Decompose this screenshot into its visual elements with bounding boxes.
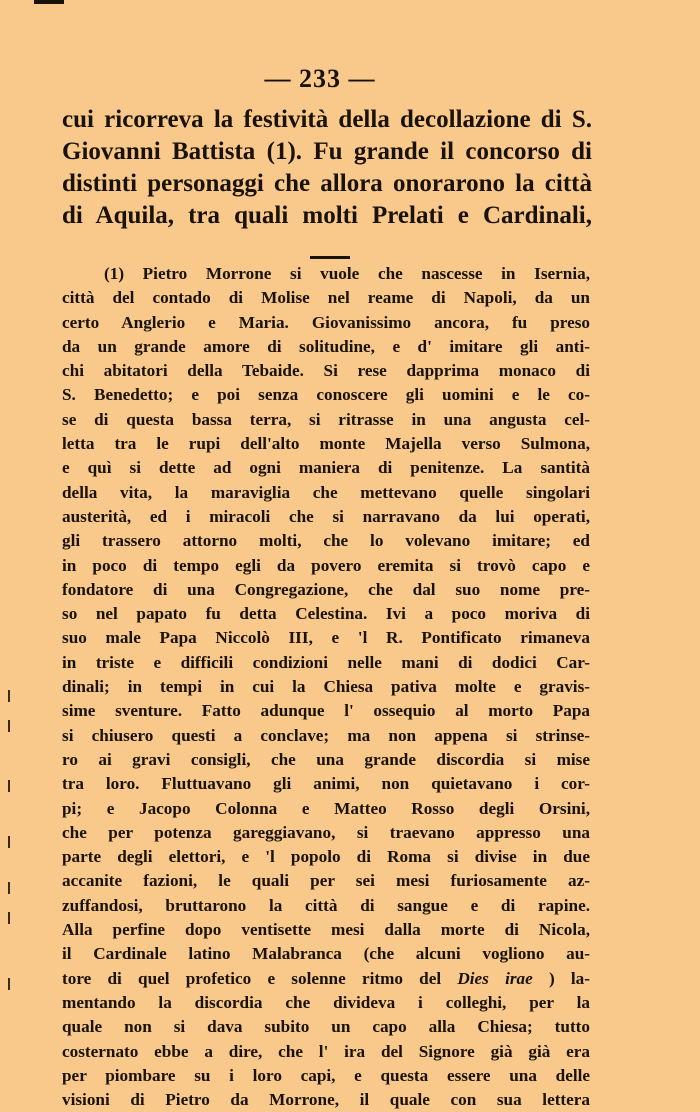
main-text-line: di Aquila, tra quali molti Prelati e Cardinali, [62,202,592,229]
corner-mark [34,0,64,4]
footnote-line: da un grande amore di solitudine, e d' imitare gli anti- [62,336,590,356]
margin-tick [8,882,10,894]
margin-tick [8,690,10,702]
footnote-line: il Cardinale latino Malabranca (che alcuni vogliono au- [62,944,590,964]
footnote-line: so nel papato fu detta Celestina. Ivi a poco moriva di [62,604,590,624]
footnote-line: (1) Pietro Morrone si vuole che nascesse in Isernia, [104,264,590,283]
footnote-line: pi; e Jacopo Colonna e Matteo Rosso degli Orsini, [62,798,590,818]
footnote-line: e quì si dette ad ogni maniera di penitenze. La santità [62,458,590,478]
footnote-line: visioni di Pietro da Morrone, il quale con sua lettera [62,1090,590,1110]
footnote-line-text: tore di quel profetico e solenne ritmo del [62,968,442,988]
footnote-line: parte degli elettori, e 'l popolo di Roma si divise in due [62,847,590,867]
footnote-line: se di questa bassa terra, si ritrasse in una angusta cel- [62,409,590,429]
footnote-line [62,967,590,991]
footnote-line-tail: ) la- [548,968,590,988]
main-text-line: distinti personaggi che allora onorarono la città [62,170,592,197]
margin-tick [8,836,10,848]
footnote-line: austerità, ed i miracoli che si narravano da lui operati, [62,506,590,526]
main-text-line: Giovanni Battista (1). Fu grande il concorso di [62,138,592,165]
footnote-line: chi abitatori della Tebaide. Si rese dapprima monaco di [62,361,590,381]
footnote-line: gli trassero attorno molti, che lo volevano imitare; ed [62,531,590,551]
footnote-line: fondatore di una Congregazione, che dal suo nome pre- [62,579,590,599]
footnote-line: S. Benedetto; e poi senza conoscere gli uomini e le co- [62,385,590,405]
page-number: — 233 — [264,64,376,93]
footnote-line: costernato ebbe a dire, che l' ira del Signore già già era [62,1041,590,1061]
italic-title: Dies irae [457,968,533,988]
margin-tick [8,780,10,792]
footnote-line: certo Anglerio e Maria. Giovanissimo ancora, fu preso [62,312,590,332]
footnote-line: della vita, la maraviglia che mettevano quelle singolari [62,482,590,502]
footnote-line: quale non si dava subito un capo alla Chiesa; tutto [62,1017,590,1037]
main-text [62,104,592,232]
footnote-line: in poco di tempo egli da povero eremita si trovò capo e [62,555,590,575]
footnote-line: Alla perfine dopo ventisette mesi dalla morte di Nicola, [62,920,590,940]
footnote-line: ro ai gravi consigli, che una grande discordia si mise [62,749,590,769]
main-text-line: cui ricorreva la festività della decollazione di S. [62,106,592,133]
margin-tick [8,978,10,990]
footnote-line: mentando la discordia che divideva i colleghi, per la [62,992,590,1012]
footnote-line: in triste e difficili condizioni nelle mani di dodici Car- [62,652,590,672]
margin-tick [8,720,10,732]
footnote-line: accanite fazioni, le quali per sei mesi furiosamente az- [62,871,590,891]
footnote-line: sime sventure. Fatto adunque l' ossequio al morto Papa [62,701,590,721]
footnote-line: dinali; in tempi in cui la Chiesa pativa molte e gravis- [62,677,590,697]
footnote-line: tra loro. Fluttuavano gli animi, non quietavano i cor- [62,774,590,794]
footnote-line: città del contado di Molise nel reame di Napoli, da un [62,288,590,308]
footnote-separator-rule [310,256,350,259]
footnote-line: per piombare su i loro capi, e questa essere una delle [62,1065,590,1085]
margin-tick [8,912,10,924]
footnote-line: zuffandosi, bruttarono la città di sangue e di rapine. [62,895,590,915]
footnote-line: suo male Papa Niccolò III, e 'l R. Pontificato rimaneva [62,628,590,648]
footnote-line: che per potenza gareggiavano, si traevano appresso una [62,822,590,842]
footnote-line: letta tra le rupi dell'alto monte Majella verso Sulmona, [62,434,590,454]
footnote [62,262,590,1112]
footnote-line: si chiusero questi a conclave; ma non appena si strinse- [62,725,590,745]
